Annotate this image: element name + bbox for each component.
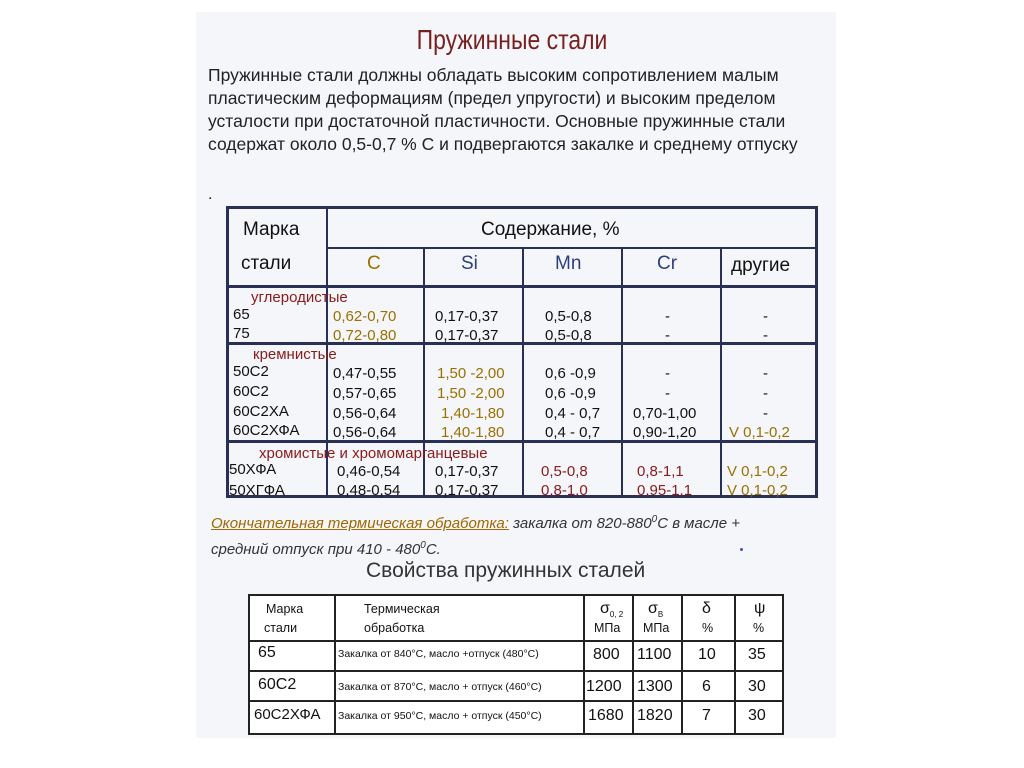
group-label-silicon: кремнистые	[253, 346, 337, 363]
note-text1: закалка от 820-880	[508, 515, 652, 532]
note-lead: Окончательная термическая обработка:	[211, 515, 509, 532]
prop-header-sigma02: $\sigma_{0, 2}$	[600, 600, 624, 620]
prop-row-grade: 60С2	[258, 676, 297, 693]
header-mn: Mn	[555, 253, 582, 274]
prop-row-sb: 1100	[637, 646, 672, 663]
prop-row-treatment: Закалка от 870°С, масло + отпуск (460°С)	[338, 681, 542, 693]
row-other: -	[763, 327, 768, 344]
row-mn: 0,8-1,0	[541, 482, 588, 499]
row-c: 0,48-0,54	[337, 482, 401, 499]
row-other: V 0,1-0,2	[727, 482, 788, 499]
note-text2: С в масле +	[657, 515, 741, 532]
prop-row-psi: 30	[748, 678, 766, 695]
prop-header-pct-1: %	[702, 621, 714, 635]
header-grade-line2: стали	[241, 253, 292, 274]
prop-row-delta: 7	[702, 707, 711, 724]
row-mn: 0,5-0,8	[545, 308, 592, 325]
row-c: 0,72-0,80	[333, 327, 397, 344]
note-degree-2: 0	[420, 540, 426, 551]
row-other: -	[763, 385, 768, 402]
row-mn: 0,4 - 0,7	[545, 405, 601, 422]
prop-row-sb: 1820	[637, 707, 673, 724]
row-other: -	[763, 308, 768, 325]
row-cr: -	[665, 308, 670, 325]
prop-row-s02: 1680	[588, 707, 624, 724]
row-cr: -	[665, 365, 670, 382]
prop-row-psi: 35	[748, 646, 766, 663]
row-other: V 0,1-0,2	[727, 463, 788, 480]
heat-treatment-note	[211, 509, 836, 561]
group-label-carbon: углеродистые	[251, 289, 348, 306]
row-mn: 0,5-0,8	[545, 327, 592, 344]
row-c: 0,57-0,65	[333, 385, 397, 402]
header-grade-line1: Марка	[243, 219, 300, 240]
prop-row-psi: 30	[748, 707, 766, 724]
row-si: 0,17-0,37	[435, 308, 499, 325]
prop-row-delta: 10	[698, 646, 716, 663]
row-si: 1,40-1,80	[441, 424, 505, 441]
page-title: Пружинные стали	[416, 24, 608, 55]
row-c: 0,47-0,55	[333, 365, 397, 382]
prop-header-grade-1: Марка	[266, 602, 304, 616]
row-si: 1,40-1,80	[441, 405, 505, 422]
row-cr: -	[665, 385, 670, 402]
row-mn: 0,4 - 0,7	[545, 424, 601, 441]
row-cr: 0,90-1,20	[633, 424, 697, 441]
row-si: 0,17-0,37	[435, 463, 499, 480]
row-grade: 50ХГФА	[229, 482, 285, 499]
row-mn: 0,5-0,8	[541, 463, 588, 480]
prop-row-s02: 1200	[586, 678, 622, 695]
prop-row-grade: 60С2ХФА	[254, 706, 321, 723]
row-mn: 0,6 -0,9	[545, 365, 596, 382]
header-cr: Cr	[657, 253, 678, 274]
row-si: 1,50 -2,00	[437, 365, 505, 382]
composition-table	[226, 206, 818, 498]
row-other: -	[763, 365, 768, 382]
row-cr: -	[665, 327, 670, 344]
prop-header-unit-1: МПа	[594, 621, 621, 635]
prop-row-s02: 800	[593, 646, 620, 663]
prop-header-treatment-1: Термическая	[364, 602, 440, 616]
row-si: 1,50 -2,00	[437, 385, 505, 402]
prop-header-grade-2: стали	[264, 621, 298, 635]
properties-table	[248, 594, 784, 735]
row-mn: 0,6 -0,9	[545, 385, 596, 402]
note-line2-end: С.	[425, 541, 441, 558]
prop-header-sigmab: $\sigma_В$	[648, 600, 664, 620]
prop-row-treatment: Закалка от 840°С, масло +отпуск (480°С)	[338, 648, 539, 660]
intro-paragraph: Пружинные стали должны обладать высоким сопротивлением малым пластическим деформациям (предел упругости) и высоким пределом усталости при достаточной пластичности. Основные пружинные стали содержат около 0,5-0,7 % С и подвергаются закалке и среднему отпуску	[208, 65, 798, 154]
properties-title: Свойства пружинных сталей	[366, 559, 646, 582]
header-other: другие	[731, 255, 791, 276]
row-grade: 60С2ХФА	[233, 422, 300, 439]
header-c: C	[367, 253, 381, 274]
note-degree: 0	[651, 514, 658, 525]
row-cr: 0,70-1,00	[633, 405, 697, 422]
row-si: 0,17-0,37	[435, 482, 499, 499]
row-c: 0,56-0,64	[333, 405, 397, 422]
prop-row-grade: 65	[258, 644, 276, 661]
row-grade: 60С2	[233, 383, 269, 400]
prop-row-sb: 1300	[637, 678, 673, 695]
prop-header-treatment-2: обработка	[364, 621, 425, 635]
row-cr: 0,8-1,1	[637, 463, 684, 480]
row-grade: 50ХФА	[229, 461, 277, 478]
prop-header-psi: ψ	[754, 600, 766, 617]
prop-row-delta: 6	[702, 678, 711, 695]
intro-dot: .	[208, 186, 213, 203]
row-c: 0,62-0,70	[333, 308, 397, 325]
row-cr: 0,95-1,1	[637, 482, 693, 499]
prop-header-pct-2: %	[753, 621, 765, 635]
row-grade: 75	[233, 325, 250, 342]
prop-header-unit-2: МПа	[643, 621, 670, 635]
row-grade: 65	[233, 306, 250, 323]
note-line2: средний отпуск при 410 - 480	[211, 541, 421, 558]
row-c: 0,56-0,64	[333, 424, 397, 441]
row-grade: 60С2ХА	[233, 403, 289, 420]
row-grade: 50С2	[233, 363, 269, 380]
group-label-chromium: хромистые и хромомарганцевые	[259, 445, 488, 462]
header-content: Содержание, %	[481, 219, 620, 240]
row-c: 0,46-0,54	[337, 463, 401, 480]
prop-header-delta: δ	[702, 600, 711, 617]
row-other: -	[763, 405, 768, 422]
prop-row-treatment: Закалка от 950°С, масло + отпуск (450°С)	[338, 710, 542, 722]
row-si: 0,17-0,37	[435, 327, 499, 344]
row-other: V 0,1-0,2	[729, 424, 790, 441]
header-si: Si	[461, 253, 478, 274]
